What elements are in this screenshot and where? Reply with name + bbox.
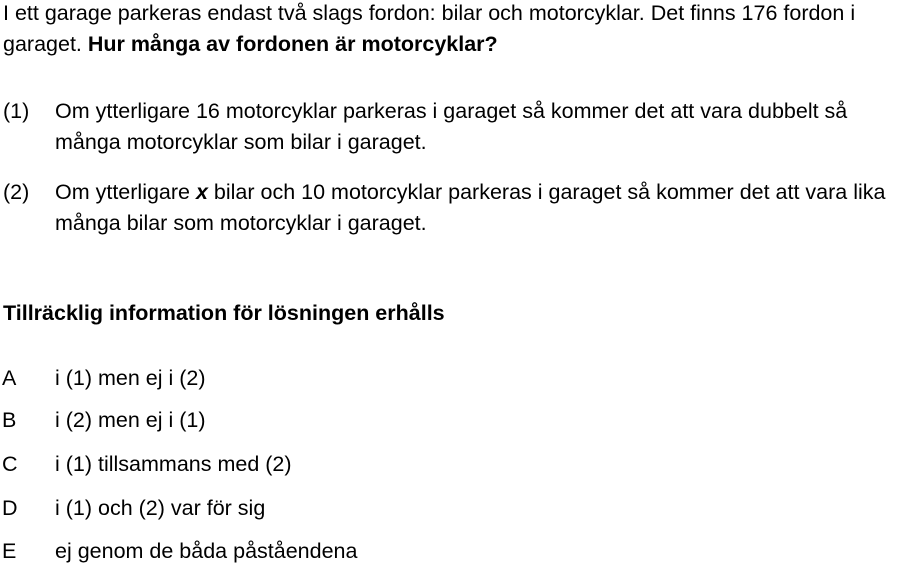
option-d[interactable] [2,493,882,524]
option-d-letter: D [2,496,18,520]
statement-2-number: (2) [3,180,30,204]
option-c[interactable] [2,449,882,480]
answer-heading: Tillräcklig information för lösningen erhålls [3,301,445,325]
option-c-letter: C [2,452,18,476]
statement-2-text [55,177,898,239]
statement-1-number: (1) [3,99,30,123]
option-a-text: i (1) men ej i (2) [55,366,206,390]
option-c-text: i (1) tillsammans med (2) [55,452,292,476]
problem-question: Hur många av fordonen är motorcyklar? [87,32,498,56]
statement-2-text-before: Om ytterligare [55,180,196,204]
option-e-letter: E [2,539,17,563]
option-b-text: i (2) men ej i (1) [55,408,206,432]
problem-text [3,0,883,60]
statement-2 [3,177,898,239]
option-e-text: ej genom de båda påståendena [55,539,358,563]
problem-intro: I ett garage parkeras endast två slags fordon: bilar och motorcyklar. Det finns 176 fordon i garaget. [3,1,856,56]
option-b[interactable] [2,405,882,436]
option-a-letter: A [2,366,17,390]
statement-2-variable: x [195,180,208,204]
statement-1 [3,96,898,158]
option-e[interactable] [2,536,882,567]
option-d-text: i (1) och (2) var för sig [55,496,266,520]
statement-2-text-after: bilar och 10 motorcyklar parkeras i garaget så kommer det att vara lika många bilar som motorcyklar i garaget. [55,180,886,235]
statement-1-text: Om ytterligare 16 motorcyklar parkeras i garaget så kommer det att vara dubbelt så många motorcyklar som bilar i garaget. [55,99,848,154]
option-b-letter: B [2,408,17,432]
option-a[interactable] [2,363,882,394]
